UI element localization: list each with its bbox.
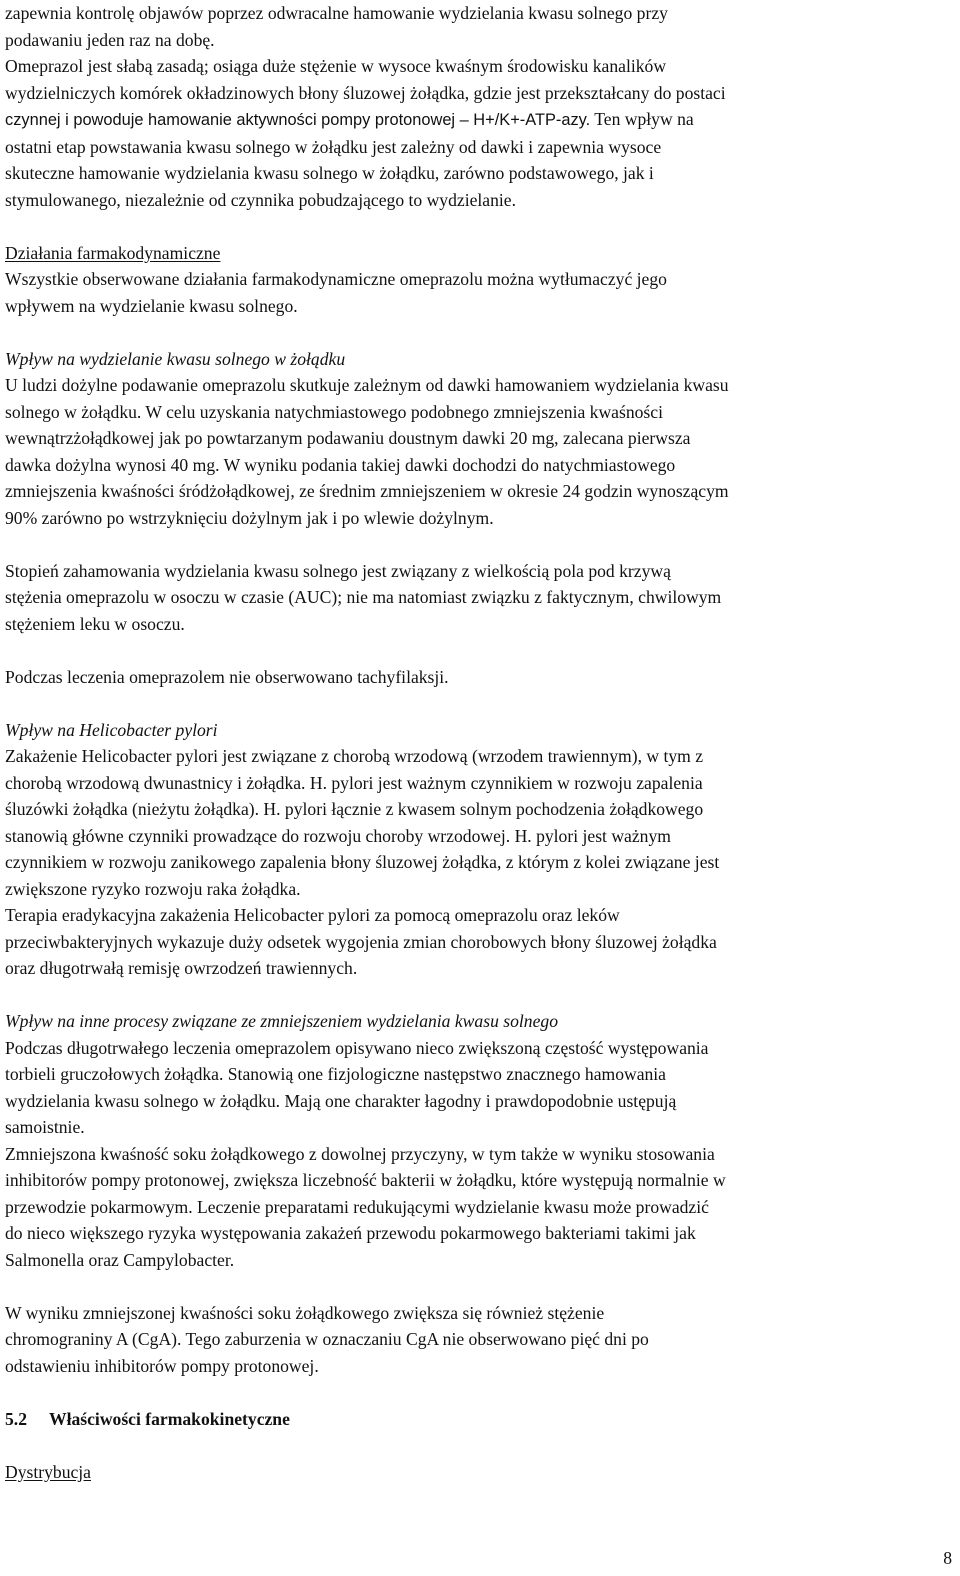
text-line: czynnikiem w rozwoju zanikowego zapalenia błony śluzowej żołądka, z którym z kolei związane jest [5,852,720,872]
spacer [5,531,950,558]
intro-section [5,0,950,213]
text-line: zapewnia kontrolę objawów poprzez odwracalne hamowanie wydzielania kwasu solnego przy [5,3,668,23]
chromogranin-paragraph [5,1300,950,1380]
text-line: inhibitorów pompy protonowej, zwiększa liczebność bakterii w żołądku, które występują normalnie w [5,1170,726,1190]
subsection-heading: Wpływ na inne procesy związane ze zmniejszeniem wydzielania kwasu solnego [5,1011,558,1031]
spacer [5,637,950,664]
text-line: Stopień zahamowania wydzielania kwasu solnego jest związany z wielkością pola pod krzywą [5,560,671,581]
text-line: podawaniu jeden raz na dobę. [5,29,215,50]
text-line: ostatni etap powstawania kwasu solnego w żołądku jest zależny od dawki i zapewnia wysoce [5,136,662,157]
tachyphylaxis-paragraph [5,664,950,691]
spacer [5,319,950,346]
text-fragment: Ten wpływ na [590,109,694,129]
text-line: U ludzi dożylne podawanie omeprazolu skutkuje zależnym od dawki hamowaniem wydzielania kwasu [5,375,729,395]
section-title-text: Właściwości farmakokinetyczne [49,1408,290,1429]
text-line: przeciwbakteryjnych wykazuje duży odsetek wygojenia zmian chorobowych błony śluzowej żołądka [5,931,717,952]
text-line [5,106,950,134]
spacer [5,690,950,717]
text-line: skuteczne hamowanie wydzielania kwasu solnego w żołądku, zarówno podstawowego, jak i [5,163,654,183]
spacer [5,982,950,1009]
text-line: odstawieniu inhibitorów pompy protonowej. [5,1355,319,1376]
section-title [5,1406,950,1433]
text-line: torbieli gruczołowych żołądka. Stanowią one fizjologiczne następstwo znacznego hamowania [5,1064,666,1084]
text-line: wydzielania kwasu solnego w żołądku. Mają one charakter łagodny i prawdopodobnie ustępują [5,1090,677,1111]
page-number: 8 [943,1548,952,1568]
pharmacodynamics-section [5,240,950,320]
text-line: samoistnie. [5,1117,85,1137]
text-line: Zakażenie Helicobacter pylori jest związane z chorobą wrzodową (wrzodem trawiennym), w tym z [5,746,704,766]
subsection-heading: Wpływ na Helicobacter pylori [5,719,218,740]
text-line: Zmniejszona kwaśność soku żołądkowego z dowolnej przyczyny, w tym także w wyniku stosowania [5,1143,715,1164]
text-line: do nieco większego ryzyka występowania zakażeń przewodu pokarmowego bakteriami takimi jak [5,1223,696,1243]
text-line: Omeprazol jest słabą zasadą; osiąga duże stężenie w wysoce kwaśnym środowisku kanalików [5,56,667,76]
text-line: wewnątrzżołądkowej jak po powtarzanym podawaniu doustnym dawki 20 mg, zalecana pierwsza [5,428,691,448]
text-line: stymulowanego, niezależnie od czynnika pobudzającego to wydzielanie. [5,189,517,210]
text-line: wpływem na wydzielanie kwasu solnego. [5,295,298,316]
text-line: stężenia omeprazolu w osoczu w czasie (AUC); nie ma natomiast związku z faktycznym, chwilowym [5,587,722,607]
spacer [5,213,950,240]
other-processes-section [5,1008,950,1273]
section-number: 5.2 [5,1408,27,1429]
text-line: dawka dożylna wynosi 40 mg. W wyniku podania takiej dawki dochodzi do natychmiastowego [5,454,676,475]
text-line: solnego w żołądku. W celu uzyskania natychmiastowego podobnego zmniejszenia kwaśności [5,401,663,422]
text-line: Podczas leczenia omeprazolem nie obserwowano tachyfilaksji. [5,666,449,687]
text-line: Salmonella oraz Campylobacter. [5,1249,235,1270]
document-page [5,0,950,1485]
acid-secretion-section [5,346,950,532]
text-line: zwiększone ryzyko rozwoju raka żołądka. [5,878,301,899]
text-line: oraz długotrwałą remisję owrzodzeń trawiennych. [5,958,358,978]
text-fragment: czynnej i powoduje hamowanie aktywności pompy protonowej – H+/K+-ATP-azy. [5,111,591,129]
subsection-heading: Dystrybucja [5,1461,91,1482]
text-line: W wyniku zmniejszonej kwaśności soku żołądkowego zwiększa się również stężenie [5,1302,605,1323]
text-line: zmniejszenia kwaśności śródżołądkowej, ze średnim zmniejszeniem w okresie 24 godzin wynoszącym [5,481,729,501]
text-line: stanowią główne czynniki prowadzące do rozwoju choroby wrzodowej. H. pylori jest ważnym [5,825,671,846]
pharmacokinetics-section [5,1406,950,1486]
text-line: 90% zarówno po wstrzyknięciu dożylnym jak i po wlewie dożylnym. [5,507,494,528]
section-heading: Działania farmakodynamiczne [5,242,221,263]
text-line: Podczas długotrwałego leczenia omeprazolem opisywano nieco zwiększoną częstość występowania [5,1037,709,1058]
text-line: stężeniem leku w osoczu. [5,613,185,634]
text-line: Wszystkie obserwowane działania farmakodynamiczne omeprazolu można wytłumaczyć jego [5,269,667,289]
spacer [5,1432,950,1459]
text-line: wydzielniczych komórek okładzinowych błony śluzowej żołądka, gdzie jest przekształcany do postaci [5,82,726,103]
auc-paragraph [5,558,950,638]
text-line: chromograniny A (CgA). Tego zaburzenia w oznaczaniu CgA nie obserwowano pięć dni po [5,1329,649,1349]
spacer [5,1379,950,1406]
text-line: Terapia eradykacyjna zakażenia Helicobacter pylori za pomocą omeprazolu oraz leków [5,905,620,925]
subsection-heading: Wpływ na wydzielanie kwasu solnego w żołądku [5,348,346,369]
spacer [5,1273,950,1300]
text-line: chorobą wrzodową dwunastnicy i żołądka. H. pylori jest ważnym czynnikiem w rozwoju zapalenia [5,772,703,793]
text-line: śluzówki żołądka (nieżytu żołądka). H. pylori łącznie z kwasem solnym pochodzenia żołądkowego [5,799,704,819]
text-line: przewodzie pokarmowym. Leczenie preparatami redukującymi wydzielanie kwasu może prowadzić [5,1196,709,1217]
helicobacter-section [5,717,950,982]
